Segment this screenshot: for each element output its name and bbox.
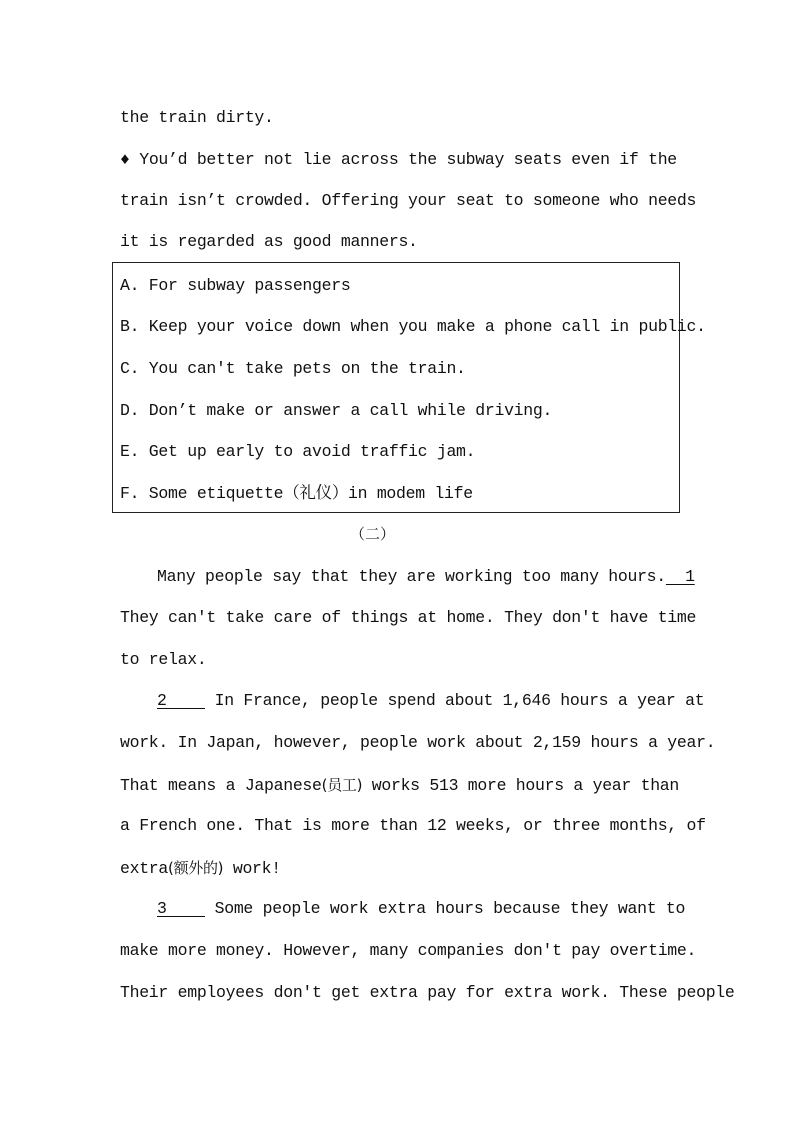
text-span: Many people say that they are working too many hours.: [157, 567, 666, 586]
text-span: extra: [120, 859, 169, 878]
text-span: work!: [223, 859, 281, 878]
text-line: [120, 858, 281, 879]
paragraph-1-line-1: [157, 567, 695, 587]
option-b: B. Keep your voice down when you make a phone call in public.: [120, 317, 706, 336]
text-line: [120, 775, 680, 796]
text-line: to relax.: [120, 650, 207, 669]
text-span: In France, people spend about 1,646 hours a year at: [205, 691, 705, 710]
text-line: train isn’t crowded. Offering your seat to someone who needs: [120, 191, 697, 210]
text-line: the train dirty.: [120, 108, 274, 127]
paragraph-3-line-1: [157, 899, 685, 919]
text-line: They can't take care of things at home. They don't have time: [120, 608, 697, 627]
text-span: works 513 more hours a year than: [362, 776, 680, 795]
gloss-text: (员工): [321, 776, 363, 794]
option-a: A. For subway passengers: [120, 276, 351, 295]
bullet-line: [120, 150, 676, 170]
text-span: That means a Japanese: [120, 776, 322, 795]
answer-blank-1: 1: [665, 567, 695, 586]
answer-blank-2: 2: [157, 691, 206, 710]
text-span: Some people work extra hours because they want to: [205, 899, 686, 918]
text-line: work. In Japan, however, people work about 2,159 hours a year.: [120, 733, 716, 752]
text-line: Their employees don't get extra pay for extra work. These people: [120, 983, 735, 1002]
diamond-bullet-icon: ♦: [120, 150, 130, 169]
options-box: [112, 262, 706, 513]
option-d: D. Don’t make or answer a call while driving.: [120, 401, 553, 420]
option-e: E. Get up early to avoid traffic jam.: [120, 442, 476, 461]
gloss-text: (额外的): [168, 859, 224, 877]
paragraph-2-line-1: [157, 691, 704, 711]
text-line: a French one. That is more than 12 weeks, or three months, of: [120, 816, 706, 835]
bullet-text: You’d better not lie across the subway seats even if the: [139, 150, 677, 169]
option-f: F. Some etiquette（礼仪）in modem life: [120, 484, 473, 503]
answer-blank-3: 3: [157, 899, 206, 918]
text-line: make more money. However, many companies don't pay overtime.: [120, 941, 697, 960]
text-line: it is regarded as good manners.: [120, 232, 418, 251]
option-c: C. You can't take pets on the train.: [120, 359, 466, 378]
section-title: （二）: [350, 525, 396, 543]
